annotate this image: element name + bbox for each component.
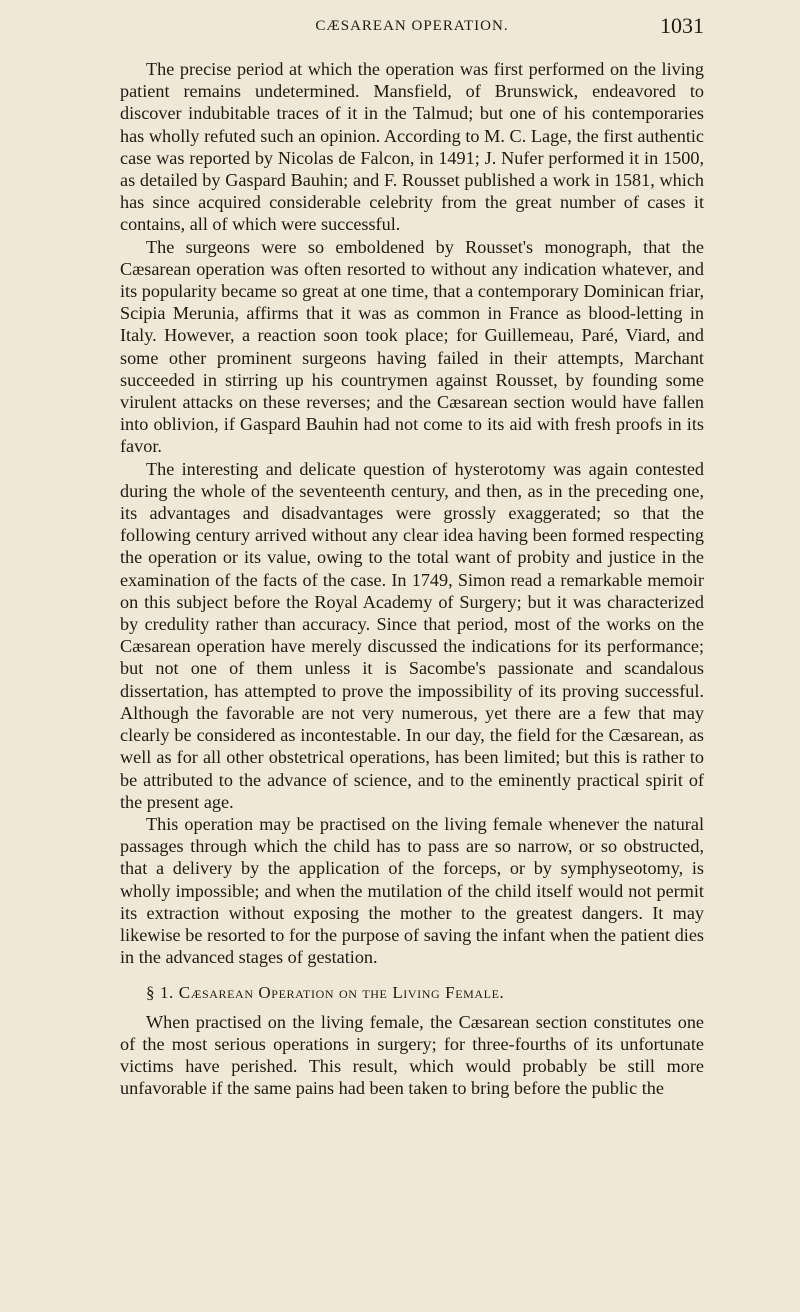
paragraph-indications: This operation may be practised on the living female whenever the natural passages through which the child has to pass are so narrow, or so obstructed, that a delivery by the application of the forceps, or by symphyseotomy, is wholly impossible; and when the mutilation of the child itself would not permit its extraction without exposing the mother to the greatest dangers. It may likewise be resorted to for the purpose of saving the infant when the patient dies in the advanced stages of gestation. (120, 813, 704, 968)
paragraph-hysterotomy: The interesting and delicate question of hysterotomy was again contested during the whole of the seventeenth century, and then, as in the preceding one, its advantages and disadvantages were grossly exaggerated; so that the following century arrived without any clear idea having been formed respecting the operation or its value, owing to the total want of probity and justice in the examination of the facts of the case. In 1749, Simon read a remarkable memoir on this subject before the Royal Academy of Surgery; but it was characterized by credulity rather than accuracy. Since that period, most of the works on the Cæsarean operation have merely discussed the indications for its performance; but not one of them unless it is Sacombe's passionate and scandalous dissertation, has attempted to prove the impossibility of its proving successful. Although the favorable are not very numerous, yet there are a few that may clearly be considered as incontestable. In our day, the field for the Cæsarean, as well as for all other obstetrical operations, has been limited; but this is rather to be attributed to the advance of science, and to the eminently practical spirit of the present age. (120, 458, 704, 812)
paragraph-living-female: When practised on the living female, the Cæsarean section constitutes one of the most serious operations in surgery; for three-fourths of its unfortunate victims have perished. This result, which would probably be still more unfavorable if the same pains had been taken to bring before the public the (120, 1011, 704, 1099)
book-page (0, 10, 800, 1312)
section-number: § 1. (146, 983, 174, 1003)
paragraph-popularity: The surgeons were so emboldened by Rousset's monograph, that the Cæsarean operation was often resorted to without any indication whatever, and its popularity became so great at one time, that a contemporary Dominican friar, Scipia Merunia, affirms that it was as common in France as blood-letting in Italy. However, a reaction soon took place; for Guillemeau, Paré, Viard, and some other prominent surgeons having failed in their attempts, Marchant succeeded in stirring up his countrymen against Rousset, by founding some virulent attacks on these reverses; and the Cæsarean section would have fallen into oblivion, if Gaspard Bauhin had not come to its aid with fresh proofs in its favor. (120, 236, 704, 457)
running-head (120, 10, 704, 44)
body-text (120, 58, 704, 1099)
section-title: Cæsarean Operation on the Living Female. (178, 983, 505, 1003)
page-number: 1031 (660, 13, 704, 38)
paragraph-origins: The precise period at which the operation was first performed on the living patient remains undetermined. Mansfield, of Brunswick, endeavored to discover indubitable traces of it in the Talmud; but one of his contemporaries has wholly refuted such an opinion. According to M. C. Lage, the first authentic case was reported by Nicolas de Falcon, in 1491; J. Nufer performed it in 1500, as detailed by Gaspard Bauhin; and F. Rousset published a work in 1581, which has since acquired considerable celebrity from the great number of cases it contains, all of which were successful. (120, 59, 704, 235)
running-title: CÆSAREAN OPERATION. (315, 18, 509, 34)
section-heading (120, 982, 704, 1004)
